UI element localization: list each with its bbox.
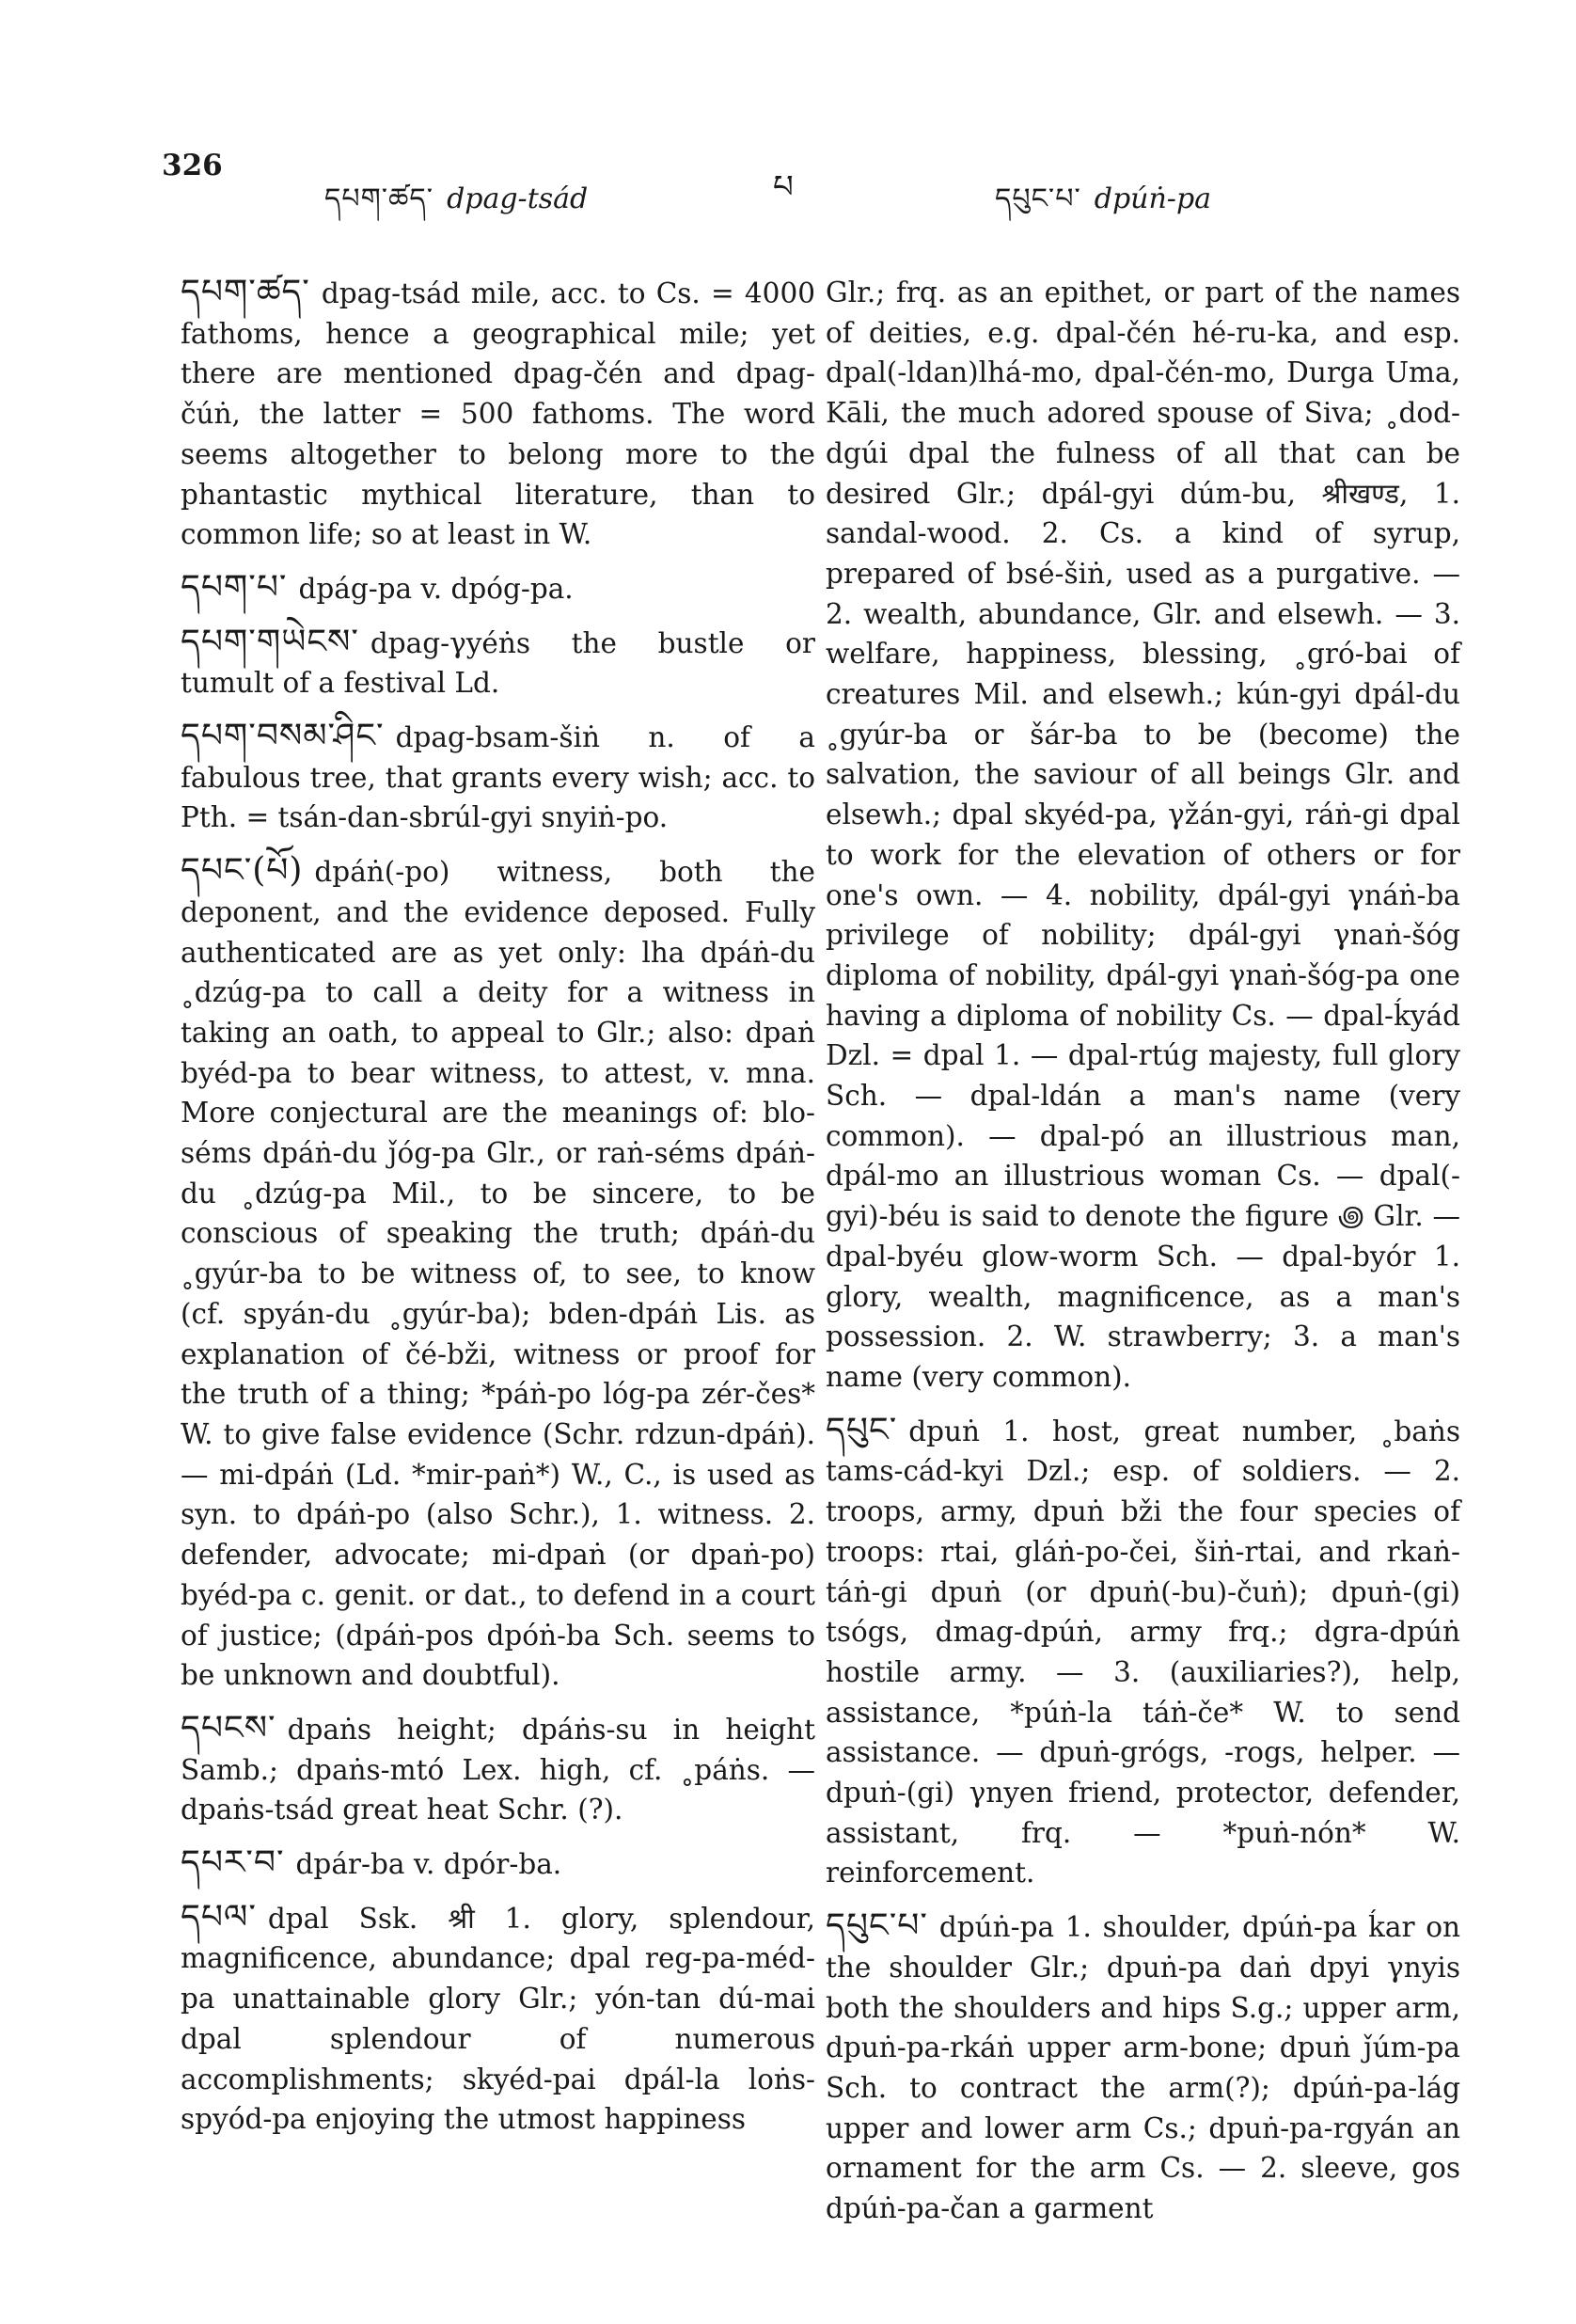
running-head-left [324,167,588,246]
dictionary-entry [181,717,815,838]
dictionary-entry [826,1411,1460,1893]
dictionary-entry [181,1843,815,1885]
entry-headword: དཔག་ཚད་ [181,273,310,311]
entry-headword: དཔུང་པ་ [826,1906,928,1946]
entry-headword: དཔལ་ [181,1897,257,1937]
entry-text: dpuṅ 1. host, great number, ˳baṅs tams-cád-kyi Dzl.; esp. of soldiers. — 2. troops, army, dpuṅ bži the four species of troops: rtai, gláṅ-po-čei, šiṅ-rtai, and rkaṅ-táṅ-gi dpuṅ (or dpuṅ(-bu)-čuṅ); dpuṅ-(gi) tsógs, dmag-dpúṅ, army frq.; dgra-dpúṅ hostile army. — 3. (auxiliaries?), help, assistance, *púṅ-la táṅ-če* W. to send assistance. — dpuṅ-grógs, -rogs, helper. — dpuṅ-(gi) γnyen friend, protector, defender, assistant, frq. — *puṅ-nón* W. reinforcement. [826,1415,1460,1889]
dictionary-entry [181,568,815,609]
entry-text: dpag-tsád mile, acc. to Cs. = 4000 fathoms, hence a geographical mile; yet there are mentioned dpag-čén and dpag-čúṅ, the latter = 500 fathoms. The word seems altogether to belong more to the phantastic mythical literature, than to common life; so at least in W. [181,277,815,551]
entry-text: dpag-γyéṅs the bustle or tumult of a festival Ld. [181,626,815,700]
entry-headword: དཔར་བ་ [181,1843,285,1883]
right-column [826,273,1460,2242]
entry-text: dpág-pa v. dpóg-pa. [298,572,574,605]
dictionary-entry [181,1709,815,1830]
dictionary-entry-continued [826,273,1460,1398]
page-number: 326 [162,149,223,182]
running-head-right-tibetan: དཔུང་པ་ [995,182,1081,215]
dictionary-entry [181,623,815,704]
dictionary-entry [181,273,815,555]
entry-text: dpal Ssk. श्री 1. glory, splendour, magnificence, abundance; dpal reg-pa-méd-pa unattainable glory Glr.; yón-tan dú-mai dpal splendour of numerous accomplishments; skyéd-pai dpál-la loṅs-spyód-pa enjoying the utmost happiness [181,1902,815,2136]
running-head-left-translit: dpag-tsád [447,182,589,215]
entry-headword: དཔག་བསམ་ཤིང་ [181,717,385,756]
entry-headword: དཔག་གཡེངས་ [181,622,359,661]
entry-text: dpaṅs height; dpáṅs-su in height Samb.; dpaṅs-mtó Lex. high, cf. ˳páṅs. — dpaṅs-tsád great heat Schr. (?). [181,1713,815,1826]
running-head-left-tibetan: དཔག་ཚད་ [324,182,434,215]
dictionary-entry [181,1898,815,2140]
dictionary-entry [181,851,815,1696]
entry-text: dpáṅ(-po) witness, both the deponent, and the evidence deposed. Fully authenticated are as yet only: lha dpáṅ-du ˳dzúg-pa to call a deity for a witness in taking an oath, to appeal to Glr.; also: dpaṅ byéd-pa to bear witness, to attest, v. mna. More conjectural are the meanings of: blo-séms dpáṅ-du ǰóg-pa Glr., or raṅ-séms dpáṅ-du ˳dzúg-pa Mil., to be sincere, to be conscious of speaking the truth; dpáṅ-du ˳gyúr-ba to be witness of, to see, to know (cf. spyán-du ˳gyúr-ba); bden-dpáṅ Lis. as explanation of čé-bži, witness or proof for the truth of a thing; *páṅ-po lóg-pa zér-čes* W. to give false evidence (Schr. rdzun-dpáṅ). — mi-dpáṅ (Ld. *mir-paṅ*) W., C., is used as syn. to dpáṅ-po (also Schr.), 1. witness. 2. defender, advocate; mi-dpaṅ (or dpaṅ-po) byéd-pa c. genit. or dat., to defend in a court of justice; (dpáṅ-pos dpóṅ-ba Sch. seems to be unknown and doubtful). [181,856,815,1692]
dictionary-entry [826,1906,1460,2229]
running-head-letter: པ [773,168,794,206]
entry-text: dpár-ba v. dpór-ba. [295,1848,562,1881]
entry-headword: དཔངས་ [181,1708,276,1747]
left-column [181,273,815,2153]
entry-text: Glr.; frq. as an epithet, or part of the names of deities, e.g. dpal-čén hé-ru-ka, and esp. dpal(-ldan)lhá-mo, dpal-čén-mo, Durga Uma, Kāli, the much adored spouse of Siva; ˳dod-dgúi dpal the fulness of all that can be desired Glr.; dpál-gyi dúm-bu, श्रीखण्ड, 1. sandal-wood. 2. Cs. a kind of syrup, prepared of bsé-šiṅ, used as a purgative. — 2. wealth, abundance, Glr. and elsewh. — 3. welfare, happiness, blessing, ˳gró-bai of creatures Mil. and elsewh.; kún-gyi dpál-du ˳gyúr-ba or šár-ba to be (become) the salvation, the saviour of all beings Glr. and elsewh.; dpal skyéd-pa, γžán-gyi, ráṅ-gi dpal to work for the elevation of others or for one's own. — 4. nobility, dpál-gyi γnáṅ-ba privilege of nobility; dpál-gyi γnaṅ-šóg diploma of nobility, dpál-gyi γnaṅ-šóg-pa one having a diploma of nobility Cs. — dpal-ḱyád Dzl. = dpal 1. — dpal-rtúg majesty, full glory Sch. — dpal-ldán a man's name (very common). — dpal-pó an illustrious man, dpál-mo an illustrious woman Cs. — dpal(-gyi)-béu is said to denote the figure ꩜ Glr. — dpal-byéu glow-worm Sch. — dpal-byór 1. glory, wealth, magnificence, as a man's possession. 2. W. strawberry; 3. a man's name (very common). [826,277,1460,1393]
running-head-right-translit: dpúṅ-pa [1094,182,1212,215]
running-head-right [995,167,1211,246]
entry-text: dpag-bsam-šiṅ n. of a fabulous tree, that grants every wish; acc. to Pth. = tsán-dan-sbrúl-gyi snyiṅ-po. [181,721,815,834]
entry-headword: དཔག་པ་ [181,567,288,607]
entry-text: dpúṅ-pa 1. shoulder, dpúṅ-pa ḱar on the shoulder Glr.; dpuṅ-pa daṅ dpyi γnyis both the shoulders and hips S.g.; upper arm, dpuṅ-pa-rkáṅ upper arm-bone; dpuṅ ǰúm-pa Sch. to contract the arm(?); dpúṅ-pa-lág upper and lower arm Cs.; dpuṅ-pa-rgyán an ornament for the arm Cs. — 2. sleeve, gos dpúṅ-pa-čan a garment [826,1911,1460,2225]
entry-headword: དཔང་(པོ) [181,851,304,891]
entry-headword: དཔུང་ [826,1410,898,1449]
